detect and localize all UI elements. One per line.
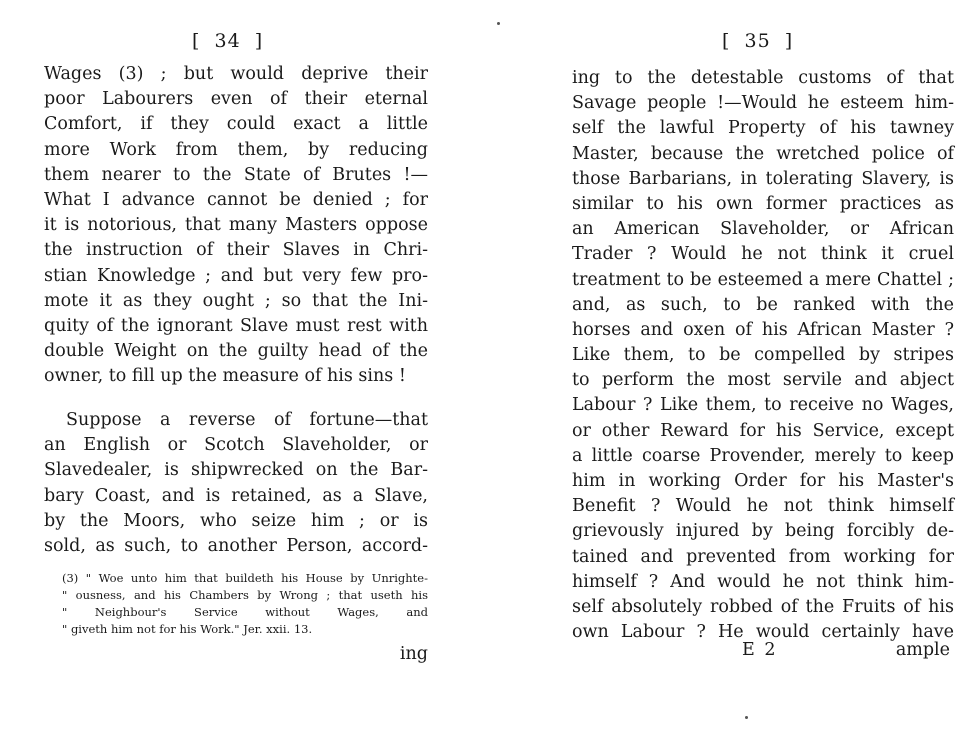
footnote-line: " ousness, and his Chambers by Wrong ; that useth his: [62, 588, 428, 602]
text-line: bary Coast, and is retained, as a Slave,: [44, 485, 428, 506]
text-line: quity of the ignorant Slave must rest with: [44, 315, 428, 336]
text-line: stian Knowledge ; and but very few pro-: [44, 265, 428, 286]
left-body-paragraph-2: [44, 408, 428, 559]
text-line: double Weight on the guilty head of the: [44, 341, 428, 362]
text-line: to perform the most servile and abject: [572, 370, 954, 391]
text-line: an English or Scotch Slaveholder, or: [44, 435, 428, 456]
text-line: sold, as such, to another Person, accord-: [44, 535, 428, 556]
text-line: Master, because the wretched police of: [572, 143, 954, 164]
right-body-paragraph: [572, 66, 954, 645]
text-line: Suppose a reverse of fortune—that: [66, 410, 428, 430]
text-line: them nearer to the State of Brutes !—: [44, 164, 428, 185]
signature-mark: E 2: [742, 640, 778, 660]
text-line: Wages (3) ; but would deprive their: [44, 64, 428, 84]
text-line: Labour ? Like them, to receive no Wages,: [572, 395, 954, 416]
footnote-line: (3) " Woe unto him that buildeth his House by Unrighte-: [62, 571, 428, 585]
text-line: horses and oxen of his African Master ?: [572, 319, 954, 340]
page-number-34: [ 34 ]: [192, 30, 264, 52]
text-line: grievously injured by being forcibly de-: [572, 521, 954, 542]
text-line: the instruction of their Slaves in Chri-: [44, 240, 428, 261]
left-body-paragraph-1: [44, 62, 428, 389]
text-line: him in working Order for his Master's: [572, 471, 954, 491]
scan-speck: [497, 22, 500, 25]
text-line: poor Labourers even of their eternal: [44, 89, 428, 110]
text-line: it is notorious, that many Masters oppose: [44, 215, 428, 236]
text-line: own Labour ? He would certainly have: [572, 622, 954, 643]
scan-speck: [745, 716, 748, 719]
text-line: ing to the detestable customs of that: [572, 68, 954, 88]
text-line: more Work from them, by reducing: [44, 139, 428, 160]
catchword: ing: [399, 644, 428, 664]
text-line: those Barbarians, in tolerating Slavery, is: [572, 168, 954, 189]
text-line: Trader ? Would he not think it cruel: [572, 244, 954, 265]
footnote-line: " Neighbour's Service without Wages, and: [62, 605, 428, 619]
text-line: treatment to be esteemed a mere Chattel ;: [572, 269, 954, 290]
text-line: Slavedealer, is shipwrecked on the Bar-: [44, 460, 428, 481]
text-line: Like them, to be compelled by stripes: [572, 345, 954, 366]
text-line: a little coarse Provender, merely to keep: [572, 445, 954, 466]
text-line: tained and prevented from working for: [572, 546, 954, 567]
text-line: or other Reward for his Service, except: [572, 420, 954, 441]
footnote: [62, 570, 428, 638]
page-number-35: [ 35 ]: [722, 30, 794, 52]
text-line: Comfort, if they could exact a little: [44, 114, 428, 135]
text-line: an American Slaveholder, or African: [572, 219, 954, 240]
text-line: mote it as they ought ; so that the Ini-: [44, 290, 428, 311]
text-line: similar to his own former practices as: [572, 193, 954, 214]
text-line: Savage people !—Would he esteem him-: [572, 93, 954, 114]
text-line: Benefit ? Would he not think himself: [572, 496, 954, 517]
text-line: self the lawful Property of his tawney: [572, 118, 954, 139]
catchword: ample: [895, 640, 950, 660]
text-line: owner, to fill up the measure of his sins !: [44, 366, 406, 387]
text-line: and, as such, to be ranked with the: [572, 294, 954, 315]
text-line: self absolutely robbed of the Fruits of his: [572, 596, 954, 617]
text-line: What I advance cannot be denied ; for: [44, 189, 428, 210]
text-line: himself ? And would he not think him-: [572, 571, 954, 592]
footnote-line: " giveth him not for his Work." Jer. xxii. 13.: [62, 622, 313, 636]
text-line: by the Moors, who seize him ; or is: [44, 510, 428, 531]
